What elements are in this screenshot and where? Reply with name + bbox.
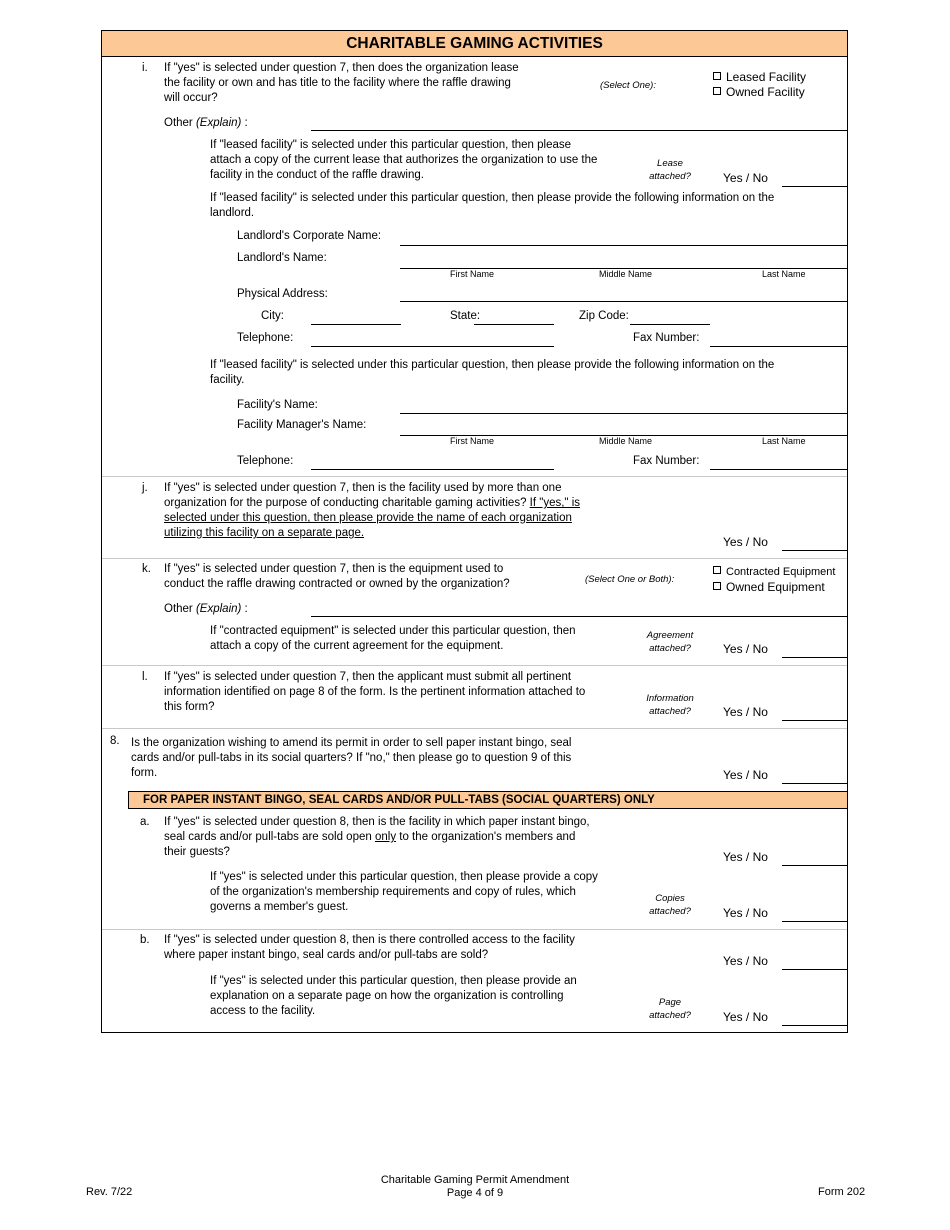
facility-fax-field[interactable] — [710, 469, 848, 470]
copies-text-2: of the organization's membership requirements and copy of rules, which — [210, 886, 576, 898]
question-k-text-2: conduct the raffle drawing contracted or owned by the organization? — [164, 578, 510, 590]
question-8a-text-2: seal cards and/or pull-tabs are sold open only to the organization's members and — [164, 831, 576, 843]
question-8-yes-no: Yes / No — [723, 768, 768, 782]
page-attached-label: Page attached? — [649, 997, 691, 1021]
question-l-text-2: information identified on page 8 of the form. Is the pertinent information attached to — [164, 686, 586, 698]
lease-attached-label: Lease attached? — [649, 158, 691, 182]
other-explain-field[interactable] — [311, 130, 848, 131]
physical-address-label: Physical Address: — [237, 288, 328, 300]
agreement-yes-no: Yes / No — [723, 642, 768, 656]
first-name-caption: First Name — [450, 269, 495, 279]
social-quarters-subheader: FOR PAPER INSTANT BINGO, SEAL CARDS AND/OR PULL-TABS (SOCIAL QUARTERS) ONLY — [128, 791, 848, 809]
divider — [102, 728, 847, 729]
question-j-text-3: selected under this question, then please provide the name of each organization — [164, 512, 572, 524]
copies-yes-no: Yes / No — [723, 906, 768, 920]
question-8b-answer-field[interactable] — [782, 969, 848, 970]
checkbox-icon[interactable] — [713, 582, 721, 590]
question-8b-text-2: where paper instant bingo, seal cards and/or pull-tabs are sold? — [164, 949, 489, 961]
middle-name-caption: Middle Name — [599, 269, 653, 279]
lease-text-3: facility in the conduct of the raffle drawing. — [210, 169, 424, 181]
city-field[interactable] — [311, 324, 401, 325]
contracted-equipment-option[interactable]: Contracted Equipment — [713, 565, 835, 580]
agreement-attached-label: Agreement attached? — [646, 630, 694, 654]
landlord-name-label: Landlord's Name: — [237, 252, 327, 264]
footer-title: Charitable Gaming Permit Amendment — [380, 1174, 570, 1186]
divider — [102, 665, 847, 666]
middle-name-caption: Middle Name — [599, 436, 653, 446]
question-8-text-3: form. — [131, 767, 158, 779]
physical-address-field[interactable] — [400, 301, 848, 302]
question-j-text-4: utilizing this facility on a separate page. — [164, 527, 365, 539]
select-one-or-both-hint: (Select One or Both): — [585, 574, 675, 585]
landlord-intro-2: landlord. — [210, 207, 255, 219]
question-8a-text-1: If "yes" is selected under question 8, then is the facility in which paper instant bingo, — [164, 816, 590, 828]
last-name-caption: Last Name — [762, 269, 806, 279]
facility-intro-2: facility. — [210, 374, 245, 386]
leased-facility-option[interactable]: Leased Facility — [713, 70, 806, 85]
question-8a-yes-no: Yes / No — [723, 850, 768, 864]
question-8a-letter: a. — [140, 816, 150, 828]
question-l-letter: l. — [142, 671, 148, 683]
lease-text-1: If "leased facility" is selected under this particular question, then please — [210, 139, 572, 151]
copies-attached-label: Copies attached? — [649, 893, 691, 917]
information-answer-field[interactable] — [782, 720, 848, 721]
facility-telephone-label: Telephone: — [237, 455, 294, 467]
lease-yes-no: Yes / No — [723, 171, 768, 185]
question-8a-text-3: their guests? — [164, 846, 230, 858]
contract-text-2: attach a copy of the current agreement for the equipment. — [210, 640, 504, 652]
question-l-text-3: this form? — [164, 701, 215, 713]
telephone-label: Telephone: — [237, 332, 294, 344]
copies-answer-field[interactable] — [782, 921, 848, 922]
section-title: CHARITABLE GAMING ACTIVITIES — [101, 30, 848, 57]
landlord-corp-label: Landlord's Corporate Name: — [237, 230, 382, 242]
question-8-text-1: Is the organization wishing to amend its permit in order to sell paper instant bingo, seal — [131, 737, 572, 749]
information-yes-no: Yes / No — [723, 705, 768, 719]
telephone-field[interactable] — [311, 346, 554, 347]
first-name-caption: First Name — [450, 436, 495, 446]
information-attached-label: Information attached? — [646, 693, 694, 717]
question-i-letter: i. — [142, 62, 148, 74]
footer-revision: Rev. 7/22 — [86, 1186, 133, 1198]
city-label: City: — [261, 310, 284, 322]
footer-form-number: Form 202 — [818, 1186, 866, 1198]
owned-equipment-option[interactable]: Owned Equipment — [713, 580, 825, 595]
page-text-2: explanation on a separate page on how the organization is controlling — [210, 990, 564, 1002]
contract-text-1: If "contracted equipment" is selected under this particular question, then — [210, 625, 576, 637]
owned-facility-option[interactable]: Owned Facility — [713, 85, 805, 100]
agreement-answer-field[interactable] — [782, 657, 848, 658]
question-8-answer-field[interactable] — [782, 783, 848, 784]
question-j-text-1: If "yes" is selected under question 7, then is the facility used by more than one — [164, 482, 562, 494]
question-8b-letter: b. — [140, 934, 150, 946]
state-label: State: — [450, 310, 481, 322]
landlord-corp-field[interactable] — [400, 245, 848, 246]
zip-field[interactable] — [630, 324, 710, 325]
question-k-text-1: If "yes" is selected under question 7, then is the equipment used to — [164, 563, 504, 575]
lease-answer-field[interactable] — [782, 186, 848, 187]
question-i-text-2: the facility or own and has title to the facility where the raffle drawing — [164, 77, 511, 89]
question-j-answer-field[interactable] — [782, 550, 848, 551]
checkbox-icon[interactable] — [713, 566, 721, 574]
question-8a-answer-field[interactable] — [782, 865, 848, 866]
other-explain-label: Other (Explain) : — [164, 117, 248, 129]
divider — [102, 929, 847, 930]
page-yes-no: Yes / No — [723, 1010, 768, 1024]
page-answer-field[interactable] — [782, 1025, 848, 1026]
last-name-caption: Last Name — [762, 436, 806, 446]
question-8b-text-1: If "yes" is selected under question 8, then is there controlled access to the facility — [164, 934, 575, 946]
question-i-text-3: will occur? — [164, 92, 218, 104]
checkbox-icon[interactable] — [713, 87, 721, 95]
facility-manager-label: Facility Manager's Name: — [237, 419, 367, 431]
question-8b-yes-no: Yes / No — [723, 954, 768, 968]
question-k-letter: k. — [142, 563, 151, 575]
facility-intro-1: If "leased facility" is selected under this particular question, then please provide the following information on the — [210, 359, 775, 371]
other-explain-label-k: Other (Explain) : — [164, 603, 248, 615]
facility-telephone-field[interactable] — [311, 469, 554, 470]
divider — [102, 558, 847, 559]
facility-name-label: Facility's Name: — [237, 399, 318, 411]
lease-text-2: attach a copy of the current lease that authorizes the organization to use the — [210, 154, 598, 166]
fax-field[interactable] — [710, 346, 848, 347]
question-i-text-1: If "yes" is selected under question 7, then does the organization lease — [164, 62, 519, 74]
facility-fax-label: Fax Number: — [633, 455, 700, 467]
page-text-3: access to the facility. — [210, 1005, 316, 1017]
question-8-text-2: cards and/or pull-tabs in its social quarters? If "no," then please go to question 9 of this — [131, 752, 572, 764]
other-explain-field-k[interactable] — [311, 616, 848, 617]
question-l-text-1: If "yes" is selected under question 7, then the applicant must submit all pertinent — [164, 671, 572, 683]
landlord-intro-1: If "leased facility" is selected under this particular question, then please provide the following information on the — [210, 192, 775, 204]
question-j-yes-no: Yes / No — [723, 535, 768, 549]
question-j-letter: j. — [142, 482, 148, 494]
footer-page-number: Page 4 of 9 — [446, 1187, 504, 1199]
divider — [102, 476, 847, 477]
select-one-hint: (Select One): — [600, 80, 656, 91]
checkbox-icon[interactable] — [713, 72, 721, 80]
copies-text-1: If "yes" is selected under this particular question, then please provide a copy — [210, 871, 598, 883]
question-j-text-2: organization for the purpose of conducting charitable gaming activities? If "yes," is — [164, 497, 581, 509]
question-8-number: 8. — [110, 735, 120, 747]
zip-label: Zip Code: — [579, 310, 629, 322]
state-field[interactable] — [474, 324, 554, 325]
copies-text-3: governs a member's guest. — [210, 901, 349, 913]
facility-name-field[interactable] — [400, 413, 848, 414]
page-text-1: If "yes" is selected under this particular question, then please provide an — [210, 975, 577, 987]
fax-label: Fax Number: — [633, 332, 700, 344]
